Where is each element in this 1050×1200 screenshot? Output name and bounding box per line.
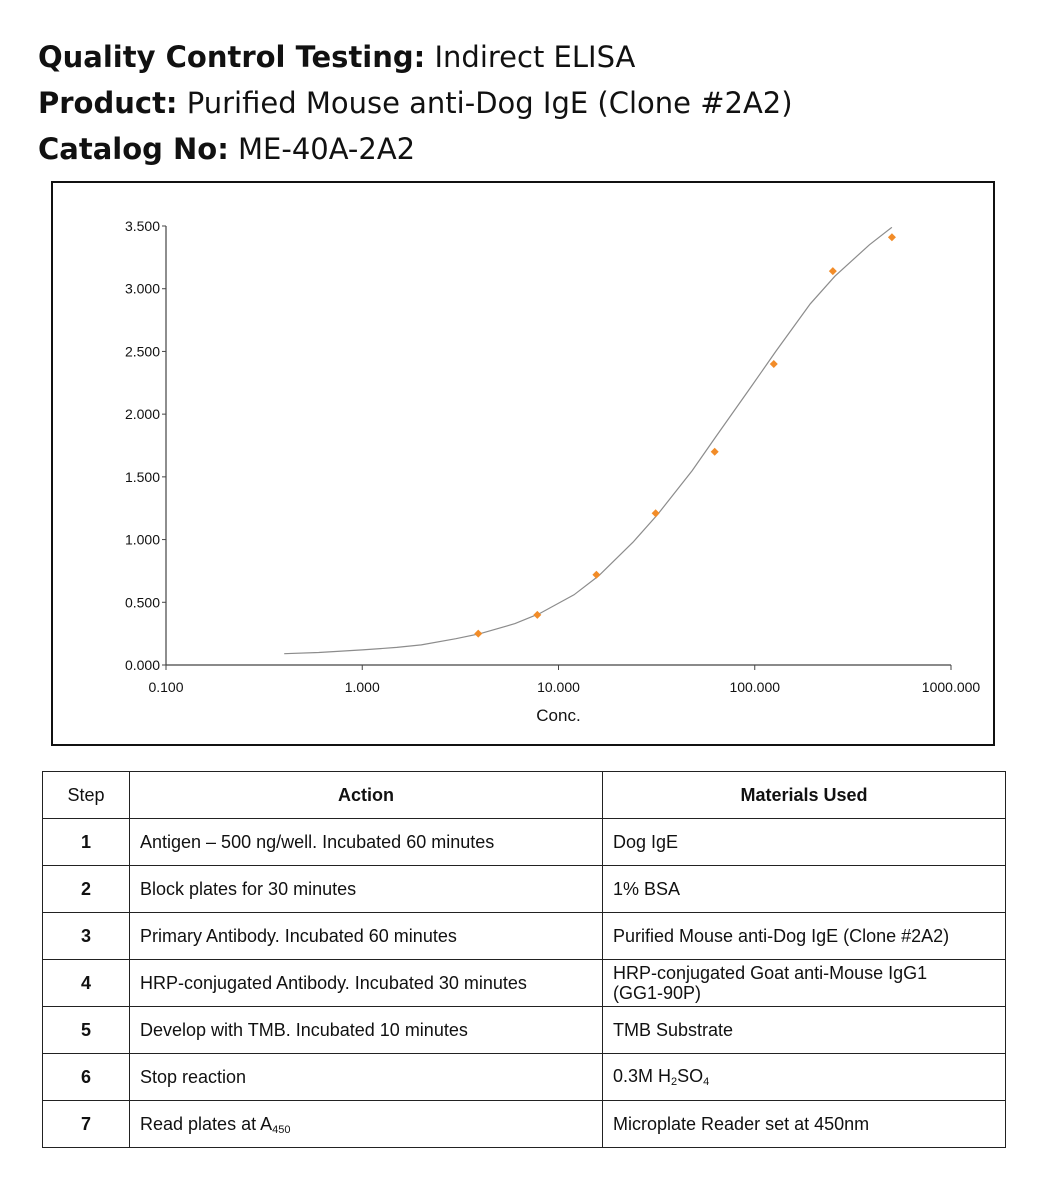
table-row	[43, 1101, 1006, 1148]
x-tick-label: 1000.000	[921, 679, 981, 695]
step-number: 7	[43, 1101, 130, 1148]
y-tick-label: 2.000	[124, 406, 160, 423]
data-point	[592, 571, 600, 579]
catalog-line	[38, 126, 793, 172]
x-tick-label: 1.000	[344, 679, 380, 695]
step-number: 4	[43, 960, 130, 1007]
step-action: Stop reaction	[130, 1054, 603, 1101]
step-action: Block plates for 30 minutes	[130, 866, 603, 913]
y-tick-label: 1.000	[124, 531, 160, 548]
step-number: 5	[43, 1007, 130, 1054]
formula-part: 0.3M H	[613, 1065, 672, 1086]
materials-line-1: HRP-conjugated Goat anti-Mouse IgG1	[613, 963, 928, 983]
step-number: 2	[43, 866, 130, 913]
step-materials: Dog IgE	[603, 819, 1006, 866]
step-number: 6	[43, 1054, 130, 1101]
y-tick-label: 3.500	[124, 218, 160, 234]
step-number: 3	[43, 913, 130, 960]
wavelength-subscript: 450	[272, 1123, 291, 1136]
step-action: Antigen – 500 ng/well. Incubated 60 minutes	[130, 819, 603, 866]
step-materials: TMB Substrate	[603, 1007, 1006, 1054]
data-point	[888, 233, 896, 241]
step-materials: 1% BSA	[603, 866, 1006, 913]
y-tick-label: 1.500	[124, 468, 160, 485]
document-header	[38, 34, 793, 172]
catalog-value: ME-40A-2A2	[238, 132, 416, 166]
table-header-row	[43, 772, 1006, 819]
table-row	[43, 913, 1006, 960]
step-action	[130, 1101, 603, 1148]
action-text: Read plates at A	[140, 1113, 273, 1134]
x-tick-label: 0.100	[148, 679, 184, 695]
header-action: Action	[130, 772, 603, 819]
header-step: Step	[43, 772, 130, 819]
formula-subscript: 4	[703, 1075, 710, 1088]
table-row	[43, 819, 1006, 866]
formula-part: SO	[677, 1065, 704, 1086]
data-point	[652, 509, 660, 517]
data-point	[474, 630, 482, 638]
table-row	[43, 1007, 1006, 1054]
elisa-chart	[51, 181, 995, 746]
step-materials: Microplate Reader set at 450nm	[603, 1101, 1006, 1148]
step-materials	[603, 1054, 1006, 1101]
step-action: Primary Antibody. Incubated 60 minutes	[130, 913, 603, 960]
step-number: 1	[43, 819, 130, 866]
data-point	[711, 448, 719, 456]
protocol-table	[42, 771, 1006, 1148]
product-value: Purified Mouse anti-Dog IgE (Clone #2A2)	[186, 86, 793, 120]
catalog-label: Catalog No:	[38, 132, 229, 166]
y-tick-label: 2.500	[124, 343, 160, 360]
step-materials	[603, 960, 1006, 1007]
x-axis-title: Conc.	[536, 706, 581, 725]
product-line	[38, 80, 793, 126]
table-row	[43, 866, 1006, 913]
step-action: Develop with TMB. Incubated 10 minutes	[130, 1007, 603, 1054]
qc-testing-value: Indirect ELISA	[434, 40, 636, 74]
data-point	[770, 360, 778, 368]
fitted-curve-line	[284, 227, 892, 653]
elisa-chart-svg	[53, 183, 993, 744]
table-row	[43, 1054, 1006, 1101]
table-row	[43, 960, 1006, 1007]
qc-testing-line	[38, 34, 793, 80]
x-tick-label: 10.000	[537, 679, 580, 695]
materials-line-2: (GG1-90P)	[613, 983, 702, 1003]
data-point	[533, 611, 541, 619]
formula-subscript: 2	[671, 1075, 678, 1088]
data-point	[829, 267, 837, 275]
step-materials: Purified Mouse anti-Dog IgE (Clone #2A2)	[603, 913, 1006, 960]
step-action: HRP-conjugated Antibody. Incubated 30 minutes	[130, 960, 603, 1007]
header-materials: Materials Used	[603, 772, 1006, 819]
qc-testing-label: Quality Control Testing:	[38, 40, 426, 74]
x-tick-label: 100.000	[729, 679, 781, 695]
product-label: Product:	[38, 86, 178, 120]
y-tick-label: 3.000	[124, 280, 160, 297]
y-tick-label: 0.500	[124, 594, 160, 611]
y-tick-label: 0.000	[124, 657, 160, 673]
